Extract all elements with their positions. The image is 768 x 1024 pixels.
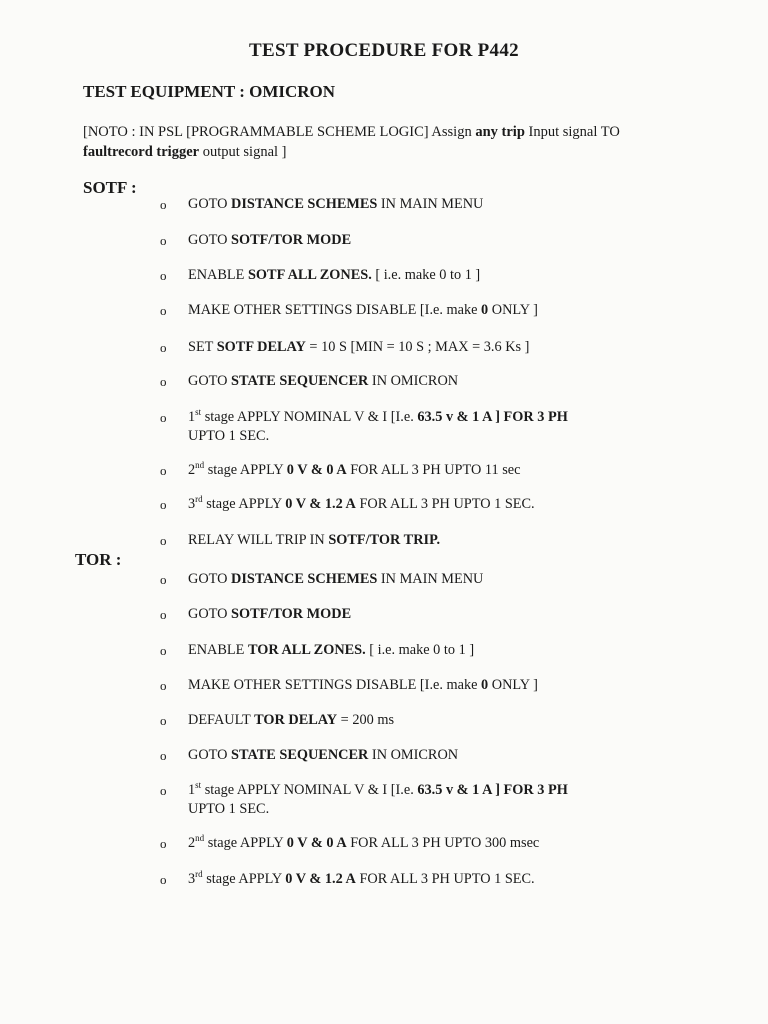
bullet-icon: o <box>160 643 167 658</box>
bullet-icon: o <box>160 836 167 851</box>
item-bold-part: 0 V & 1.2 A <box>285 496 356 512</box>
list-item-text <box>188 605 678 624</box>
bullet-icon: o <box>160 783 167 798</box>
item-text-part: [ i.e. make 0 to 1 ] <box>371 267 481 283</box>
bullet-icon: o <box>160 678 167 693</box>
bullet-icon: o <box>160 340 167 355</box>
stage-number: 1 <box>188 782 196 798</box>
item-text-part: IN OMICRON <box>368 747 459 763</box>
psl-note <box>83 122 683 162</box>
bullet-icon: o <box>160 374 167 389</box>
item-bold-part: SOTF ALL ZONES. <box>247 267 372 283</box>
item-text-part: FOR ALL 3 PH UPTO 300 msec <box>346 835 540 851</box>
item-bold-part: SOTF/TOR MODE <box>231 606 352 622</box>
item-bold-part: DISTANCE SCHEMES <box>231 571 378 587</box>
item-text-part: IN OMICRON <box>368 373 459 389</box>
bullet-icon: o <box>160 713 167 728</box>
note-text: Input signal TO <box>524 124 620 140</box>
item-bold-part: TOR DELAY <box>254 712 338 728</box>
item-text-part: ENABLE <box>188 642 248 658</box>
bullet-icon: o <box>160 233 167 248</box>
list-item-text <box>188 338 678 357</box>
list-item-text <box>188 746 678 765</box>
stage-ordinal-suffix: nd <box>195 460 205 471</box>
stage-number: 3 <box>188 496 196 512</box>
bullet-icon: o <box>160 268 167 283</box>
stage-number: 1 <box>188 409 196 425</box>
list-item-text <box>188 570 678 589</box>
item-bold-part: DISTANCE SCHEMES <box>231 196 378 212</box>
item-bold-part: 0 <box>481 302 489 318</box>
list-item-text <box>188 870 678 889</box>
item-text-part: GOTO <box>188 373 232 389</box>
page-title: TEST PROCEDURE FOR P442 <box>249 40 519 61</box>
stage-ordinal-suffix: st <box>195 780 202 791</box>
note-bold-text: faultrecord trigger <box>83 144 200 160</box>
note-bold-text: any trip <box>475 124 525 140</box>
item-text-part: IN MAIN MENU <box>377 196 484 212</box>
item-text-part: RELAY WILL TRIP IN <box>188 532 329 548</box>
item-bold-part: 0 V & 0 A <box>286 462 347 478</box>
test-equipment-heading: TEST EQUIPMENT : OMICRON <box>83 82 336 101</box>
item-bold-part: 63.5 v & 1 A ] FOR 3 PH <box>417 409 568 425</box>
item-text-part: = 200 ms <box>337 712 395 728</box>
item-text-part: MAKE OTHER SETTINGS DISABLE [I.e. make <box>188 677 482 693</box>
note-text: output signal ] <box>199 144 287 160</box>
item-text-part: IN MAIN MENU <box>377 571 484 587</box>
item-text-part: MAKE OTHER SETTINGS DISABLE [I.e. make <box>188 302 482 318</box>
item-text-part: ONLY ] <box>488 677 538 693</box>
item-text-part: [ i.e. make 0 to 1 ] <box>365 642 475 658</box>
list-item-text <box>188 781 678 819</box>
item-text-part: stage APPLY NOMINAL V & I [I.e. <box>201 782 418 798</box>
bullet-icon: o <box>160 497 167 512</box>
list-item-text <box>188 495 678 514</box>
bullet-icon: o <box>160 533 167 548</box>
item-text-part: ONLY ] <box>488 302 538 318</box>
bullet-icon: o <box>160 572 167 587</box>
item-bold-part: SOTF DELAY <box>216 339 306 355</box>
item-bold-part: 0 V & 1.2 A <box>285 871 356 887</box>
item-text-part: GOTO <box>188 747 232 763</box>
list-item-text <box>188 372 678 391</box>
item-bold-part: STATE SEQUENCER <box>231 373 369 389</box>
stage-number: 2 <box>188 835 196 851</box>
item-text-part: GOTO <box>188 606 232 622</box>
bullet-icon: o <box>160 410 167 425</box>
item-text-part: stage APPLY <box>202 871 286 887</box>
list-item-text <box>188 834 678 853</box>
list-item-text <box>188 531 678 550</box>
stage-number: 3 <box>188 871 196 887</box>
list-item-text <box>188 676 678 695</box>
list-item-text <box>188 408 678 446</box>
item-bold-part: SOTF/TOR TRIP. <box>328 532 441 548</box>
item-bold-part: 0 <box>481 677 489 693</box>
item-continuation: UPTO 1 SEC. <box>188 801 270 817</box>
item-text-part: FOR ALL 3 PH UPTO 1 SEC. <box>355 871 535 887</box>
item-continuation: UPTO 1 SEC. <box>188 428 270 444</box>
bullet-icon: o <box>160 607 167 622</box>
item-bold-part: 0 V & 0 A <box>286 835 347 851</box>
item-text-part: SET <box>188 339 217 355</box>
bullet-icon: o <box>160 463 167 478</box>
item-text-part: FOR ALL 3 PH UPTO 1 SEC. <box>355 496 535 512</box>
item-text-part: GOTO <box>188 571 232 587</box>
item-text-part: stage APPLY NOMINAL V & I [I.e. <box>201 409 418 425</box>
bullet-icon: o <box>160 303 167 318</box>
item-text-part: FOR ALL 3 PH UPTO 11 sec <box>346 462 521 478</box>
item-bold-part: STATE SEQUENCER <box>231 747 369 763</box>
item-text-part: stage APPLY <box>204 835 287 851</box>
list-item-text <box>188 231 678 250</box>
item-text-part: ENABLE <box>188 267 248 283</box>
list-item-text <box>188 266 678 285</box>
item-text-part: GOTO <box>188 196 232 212</box>
list-item-text <box>188 195 678 214</box>
bullet-icon: o <box>160 872 167 887</box>
stage-ordinal-suffix: nd <box>195 833 205 844</box>
item-bold-part: 63.5 v & 1 A ] FOR 3 PH <box>417 782 568 798</box>
item-bold-part: SOTF/TOR MODE <box>231 232 352 248</box>
list-item-text <box>188 711 678 730</box>
stage-ordinal-suffix: rd <box>195 494 203 505</box>
stage-number: 2 <box>188 462 196 478</box>
tor-heading: TOR : <box>75 550 122 569</box>
list-item-text <box>188 641 678 660</box>
item-text-part: DEFAULT <box>188 712 255 728</box>
item-bold-part: TOR ALL ZONES. <box>247 642 366 658</box>
bullet-icon: o <box>160 197 167 212</box>
list-item-text <box>188 301 678 320</box>
sotf-heading: SOTF : <box>83 178 137 197</box>
stage-ordinal-suffix: rd <box>195 869 203 880</box>
note-text: [NOTO : IN PSL [PROGRAMMABLE SCHEME LOGIC] Assign <box>83 124 476 140</box>
item-text-part: GOTO <box>188 232 232 248</box>
item-text-part: = 10 S [MIN = 10 S ; MAX = 3.6 Ks ] <box>305 339 530 355</box>
item-text-part: stage APPLY <box>204 462 287 478</box>
bullet-icon: o <box>160 748 167 763</box>
stage-ordinal-suffix: st <box>195 407 202 418</box>
item-text-part: stage APPLY <box>202 496 286 512</box>
list-item-text <box>188 461 678 480</box>
